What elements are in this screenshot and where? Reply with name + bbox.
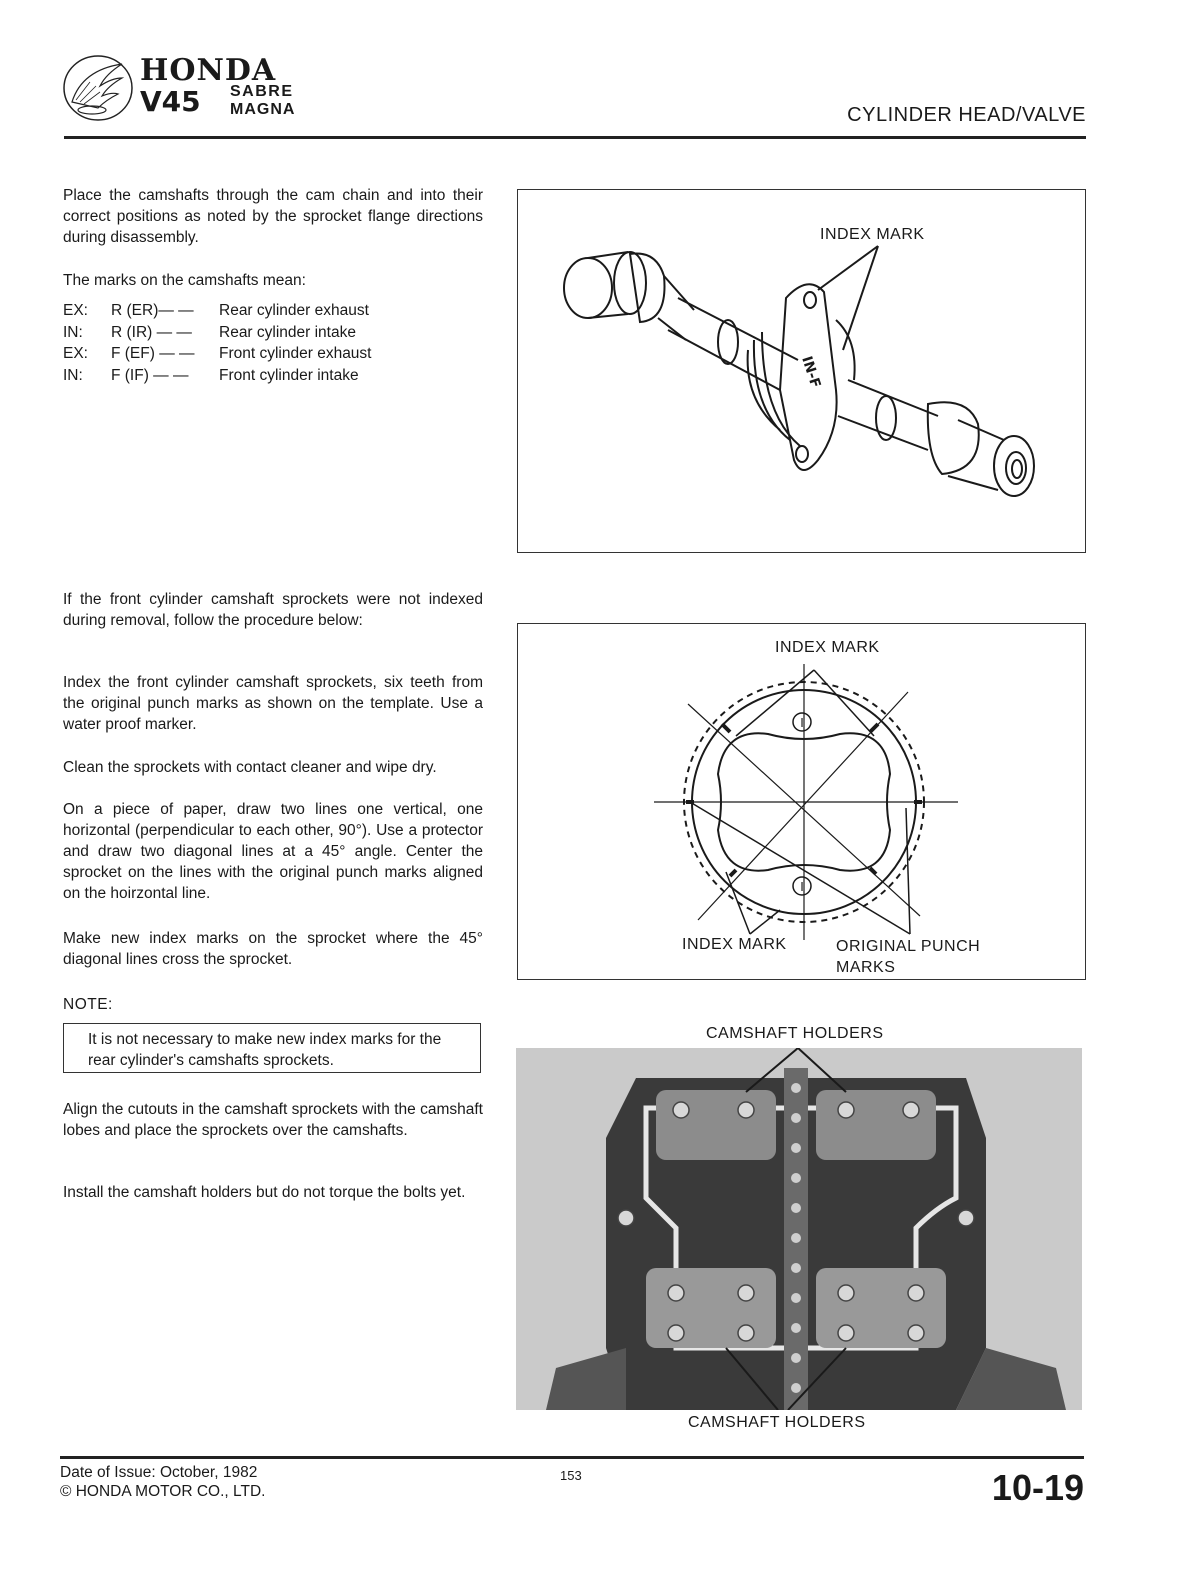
index-mark-label: INDEX MARK [820,226,925,243]
original-punch-marks-label-line2: MARKS [836,959,896,976]
marks-row [63,365,372,387]
camshaft-holders-bottom-label: CAMSHAFT HOLDERS [688,1414,866,1431]
model-name-magna: MAGNA [230,101,296,118]
instruction-new-index-marks: Make new index marks on the sprocket where the 45° diagonal lines cross the sprocket. [63,930,483,968]
page-number: 153 [560,1468,582,1483]
camshaft-holders-top-label: CAMSHAFT HOLDERS [706,1025,884,1042]
marks-row [63,343,372,365]
instruction-install-holders: Install the camshaft holders but do not torque the bolts yet. [63,1184,466,1201]
section-title: CYLINDER HEAD/VALVE [847,104,1086,126]
section-page-number: 10-19 [991,1467,1084,1508]
mark-type: EX: [63,345,88,362]
mark-type: IN: [63,323,83,341]
copyright: © HONDA MOTOR CO., LTD. [60,1483,266,1500]
sprocket-drawing [518,624,1084,978]
mark-meaning: Rear cylinder exhaust [219,302,369,319]
sprocket-template-figure [517,623,1086,980]
date-of-issue: Date of Issue: October, 1982 [60,1464,258,1481]
mark-type: IN: [63,366,83,384]
mark-meaning: Front cylinder intake [219,366,359,384]
note-box: It is not necessary to make new index marks for the rear cylinder's camshafts sprockets. [63,1023,481,1073]
instruction-clean-sprockets: Clean the sprockets with contact cleaner and wipe dry. [63,759,437,776]
instruction-align-cutouts: Align the cutouts in the camshaft sprockets with the camshaft lobes and place the sprockets over the camshafts. [63,1101,483,1139]
mark-meaning: Rear cylinder intake [219,323,356,341]
index-mark-bottom-label: INDEX MARK [682,936,787,953]
mark-type: EX: [63,302,88,319]
honda-wing-logo [60,52,138,124]
instruction-place-camshafts: Place the camshafts through the cam chain and into their correct positions as noted by the sprocket flange directions during disassembly. [63,187,483,246]
mark-meaning: Front cylinder exhaust [219,345,372,362]
camshaft-drawing [518,190,1084,551]
original-punch-marks-label-line1: ORIGINAL PUNCH [836,938,981,955]
footer-rule [60,1456,1084,1459]
note-label: NOTE: [63,996,113,1013]
marks-row [63,300,372,322]
mark-code: F (IF) — — [111,366,189,384]
marks-intro: The marks on the camshafts mean: [63,272,306,289]
marks-row [63,322,372,344]
header-rule [64,136,1086,139]
mark-code: R (IR) — — [111,323,192,341]
mark-code: R (ER)— — [111,302,194,319]
index-mark-top-label: INDEX MARK [775,639,880,656]
cylinder-head-photo [516,1048,1082,1410]
punch-mark-symbol-bottom: I [800,880,804,894]
camshaft-stamp: IN-F [798,354,824,390]
mark-code: F (EF) — — [111,345,195,362]
camshaft-marks-table [63,300,372,386]
punch-mark-symbol-top: I [800,716,804,730]
brand-name: HONDA [140,53,277,88]
instruction-index-sprockets: Index the front cylinder camshaft sprockets, six teeth from the original punch marks as shown on the template. Use a water proof marker. [63,674,483,733]
instruction-draw-template: On a piece of paper, draw two lines one vertical, one horizontal (perpendicular to each other, 90°). Use a protector and draw two diagonal lines at a 45° angle. Center the sprocket on the lines with the original punch marks aligned on the hoirzontal line. [63,801,483,902]
model-name-sabre: SABRE [230,83,294,100]
model-number: V45 [140,85,201,118]
instruction-not-indexed: If the front cylinder camshaft sprockets were not indexed during removal, follow the procedure below: [63,591,483,629]
camshaft-figure [517,189,1086,553]
